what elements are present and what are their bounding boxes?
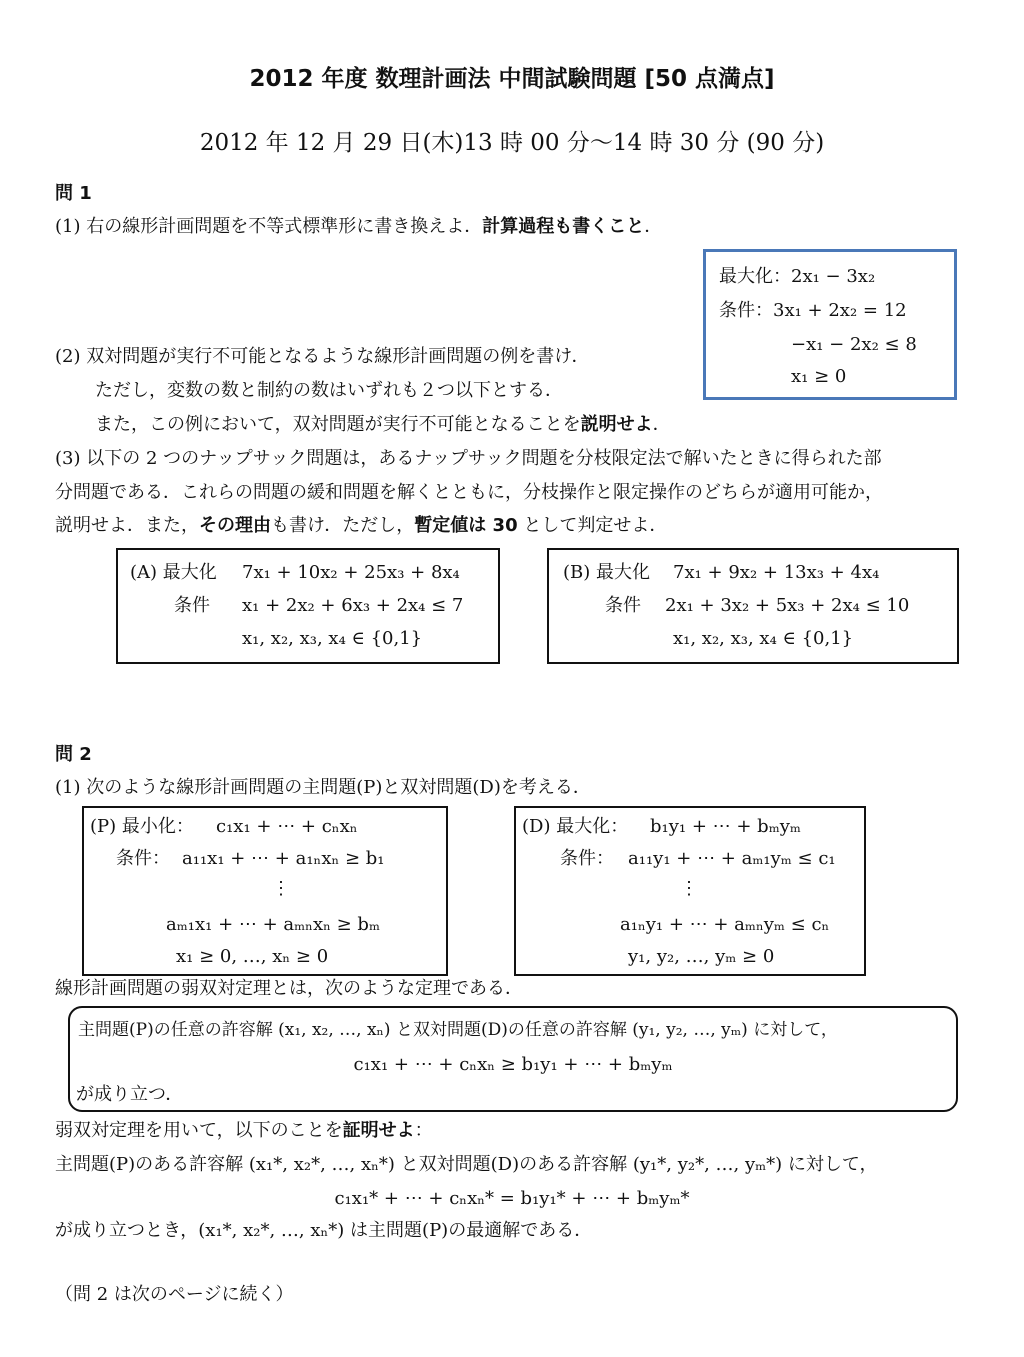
theorem-inequality: c₁x₁ + ⋯ + cₙxₙ ≥ b₁y₁ + ⋯ + bₘyₘ [353, 1054, 673, 1075]
q1-part3-line1: (3) 以下の 2 つのナップサック問題は，あるナップサック問題を分枝限定法で解いたときに得られた部 [55, 448, 882, 469]
q2-part1: (1) 次のような線形計画問題の主問題(P)と双対問題(D)を考える． [55, 777, 591, 798]
q1-part3-bold-incumbent: 暫定値は 30 [414, 515, 518, 536]
primal-vdots: ⋮ [272, 878, 290, 899]
prove-text: 弱双対定理を用いて，以下のことを [55, 1120, 343, 1141]
q1-part2-line3-bold: 説明せよ [580, 414, 653, 435]
primal-box [82, 806, 448, 976]
q1-part2-line3-suffix: ． [652, 414, 671, 435]
q1-part1 [55, 218, 662, 236]
theorem-line-3: が成り立つ． [76, 1084, 184, 1105]
weak-duality-intro: 線形計画問題の弱双対定理とは，次のような定理である． [55, 978, 523, 999]
statement-equality: c₁x₁* + ⋯ + cₙxₙ* = b₁y₁* + ⋯ + bₘyₘ* [334, 1188, 690, 1209]
box-b-cond-label: 条件 [605, 595, 641, 616]
knapsack-box-b [547, 548, 959, 664]
q1-part3-text-a: 説明せよ．また， [55, 515, 199, 536]
dual-vdots: ⋮ [680, 878, 698, 899]
q1-part3-text-b: も書け．ただし， [271, 515, 415, 536]
dual-constraint-1: a₁₁y₁ + ⋯ + aₘ₁yₘ ≤ c₁ [628, 848, 836, 869]
q1-part1-bold: 計算過程も書くこと [482, 216, 645, 237]
lp-constraint-1: 条件：3x₁ + 2x₂ = 12 [719, 300, 907, 321]
q1-part2-line2: ただし，変数の数と制約の数はいずれも２つ以下とする． [95, 380, 563, 401]
primal-label: (P) 最小化： [90, 816, 194, 837]
q1-part2-line3-text: また，この例において，双対問題が実行不可能となることを [95, 414, 581, 435]
q1-part2-line1: (2) 双対問題が実行不可能となるような線形計画問題の例を書け． [55, 346, 590, 367]
exam-date: 2012 年 12 月 29 日(木)13 時 00 分～14 時 30 分 (90 分) [199, 130, 825, 156]
q2-heading: 問 2 [55, 744, 92, 765]
page-title: 2012 年度 数理計画法 中間試験問題 [50 点満点] [249, 66, 775, 92]
box-b-constraint: 2x₁ + 3x₂ + 5x₃ + 2x₄ ≤ 10 [665, 595, 910, 616]
knapsack-box-a [116, 548, 500, 664]
continued-note: （問 2 は次のページに続く） [55, 1284, 294, 1305]
dual-constraint-n: a₁ₙy₁ + ⋯ + aₘₙyₘ ≤ cₙ [620, 914, 830, 935]
statement-line-1: 主問題(P)のある許容解 (x₁*, x₂*, …, xₙ*) と双対問題(D)のある許容解 (y₁*, y₂*, …, yₘ*) に対して， [55, 1154, 878, 1175]
q1-part3-text-c: として判定せよ． [517, 515, 668, 536]
prove-suffix: ： [414, 1120, 433, 1141]
statement-line-3: が成り立つとき，(x₁*, x₂*, …, xₙ*) は主問題(P)の最適解である． [55, 1220, 593, 1241]
weak-duality-theorem-box [68, 1006, 958, 1112]
dual-nonneg: y₁, y₂, …, yₘ ≥ 0 [628, 946, 775, 967]
dual-cond-label: 条件： [560, 848, 614, 869]
prove-bold: 証明せよ [342, 1120, 415, 1141]
lp-nonneg: x₁ ≥ 0 [791, 366, 847, 387]
dual-box [514, 806, 866, 976]
q1-part3-line3 [55, 517, 667, 535]
lp-objective: 最大化：2x₁ − 3x₂ [719, 266, 876, 287]
box-a-cond-label: 条件 [174, 595, 210, 616]
box-b-label: (B) 最大化 [563, 562, 650, 583]
theorem-line-1: 主問題(P)の任意の許容解 (x₁, x₂, …, xₙ) と双対問題(D)の任意の許容解 (y₁, y₂, …, yₘ) に対して， [78, 1020, 838, 1040]
box-a-objective: 7x₁ + 10x₂ + 25x₃ + 8x₄ [242, 562, 460, 583]
q1-part2-line3 [95, 416, 671, 434]
box-b-objective: 7x₁ + 9x₂ + 13x₃ + 4x₄ [673, 562, 880, 583]
q1-heading: 問 1 [55, 183, 92, 204]
box-a-constraint: x₁ + 2x₂ + 6x₃ + 2x₄ ≤ 7 [242, 595, 464, 616]
primal-cond-label: 条件： [116, 848, 170, 869]
primal-nonneg: x₁ ≥ 0, …, xₙ ≥ 0 [176, 946, 329, 967]
box-b-domain: x₁, x₂, x₃, x₄ ∈ {0,1} [673, 628, 854, 649]
prove-instruction [55, 1122, 433, 1140]
q1-part3-line2: 分問題である．これらの問題の緩和問題を解くとともに，分枝操作と限定操作のどちらが適用可能か， [55, 482, 883, 503]
dual-label: (D) 最大化： [522, 816, 629, 837]
q1-part3-bold-reason: その理由 [199, 515, 271, 536]
box-a-domain: x₁, x₂, x₃, x₄ ∈ {0,1} [242, 628, 423, 649]
box-a-label: (A) 最大化 [130, 562, 217, 583]
q1-part1-text: (1) 右の線形計画問題を不等式標準形に書き換えよ． [55, 216, 483, 237]
dual-objective: b₁y₁ + ⋯ + bₘyₘ [650, 816, 801, 837]
primal-constraint-1: a₁₁x₁ + ⋯ + a₁ₙxₙ ≥ b₁ [182, 848, 385, 869]
q1-lp-box [703, 249, 957, 400]
q1-part1-suffix: ． [644, 216, 663, 237]
lp-constraint-2: −x₁ − 2x₂ ≤ 8 [791, 334, 917, 355]
primal-objective: c₁x₁ + ⋯ + cₙxₙ [216, 816, 358, 837]
primal-constraint-m: aₘ₁x₁ + ⋯ + aₘₙxₙ ≥ bₘ [166, 914, 380, 935]
